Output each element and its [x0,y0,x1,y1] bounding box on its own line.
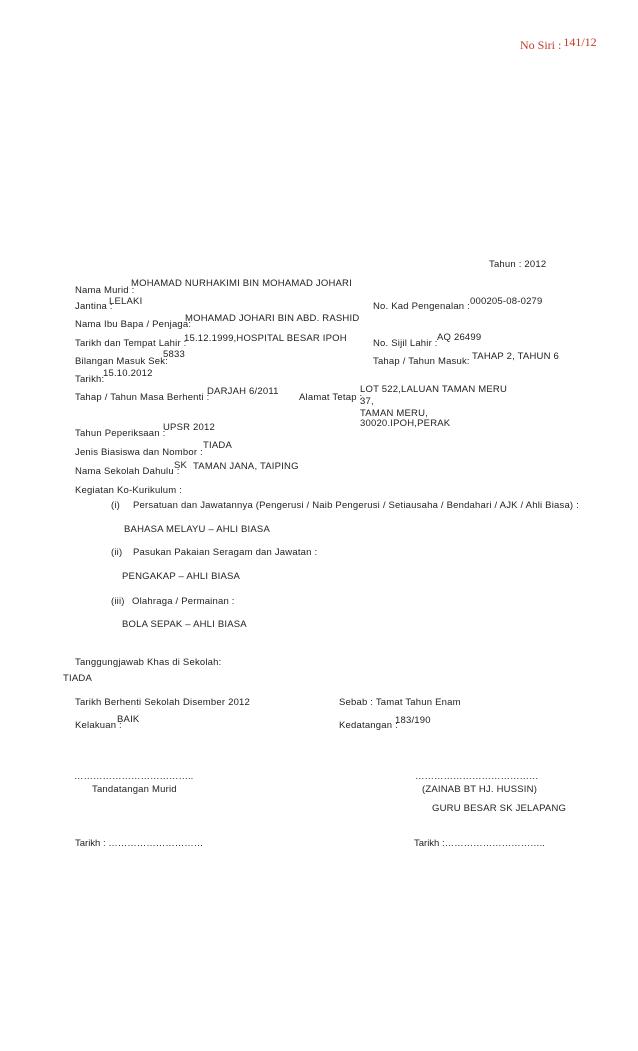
kokurikulum-label: Kegiatan Ko-Kurikulum : [75,485,183,496]
biasiswa-label: Jenis Biasiswa dan Nombor : [75,447,203,458]
tarikh-value: 15.10.2012 [103,368,153,379]
signature-line-murid: ……………………………….. [74,771,194,782]
tarikh-lahir-label: Tarikh dan Tempat Lahir : [75,338,187,349]
tanggungjawab-value: TIADA [63,673,92,684]
tahap-berhenti-label: Tahap / Tahun Masa Berhenti : [75,392,210,403]
tarikh-lahir-value: 15.12.1999,HOSPITAL BESAR IPOH [184,333,347,344]
kokurikulum-item-1-title: Persatuan dan Jawatannya (Pengerusi / Naib Pengerusi / Setiausaha / Bendahari / AJK / Ahli Biasa) : [133,500,579,511]
tahap-masuk-label: Tahap / Tahun Masuk: [373,356,470,367]
year-label: Tahun : 2012 [489,259,547,270]
bilangan-masuk-value: 5833 [163,349,185,360]
alamat-line1: LOT 522,LALUAN TAMAN MERU [360,384,508,395]
tarikh-berhenti-label: Tarikh Berhenti Sekolah : [75,697,186,708]
sebab-text: Sebab : Tamat Tahun Enam [339,697,461,708]
kokurikulum-item-3-value: BOLA SEPAK – AHLI BIASA [122,619,247,630]
tarikh-berhenti-value: Disember 2012 [183,697,251,708]
kokurikulum-item-2-value: PENGAKAP – AHLI BIASA [122,571,241,582]
kedatangan-value: 183/190 [395,715,431,726]
kokurikulum-item-2-title: Pasukan Pakaian Seragam dan Jawatan : [133,547,318,558]
kedatangan-label: Kedatangan : [339,720,398,731]
sekolah-dahulu-value-a: SK [174,460,188,471]
tarikh-label: Tarikh: [75,374,105,385]
headmaster-name: (ZAINAB BT HJ. HUSSIN) [422,784,538,795]
sijil-lahir-value: AQ 26499 [437,332,482,343]
tanggungjawab-label: Tanggungjawab Khas di Sekolah: [75,657,222,668]
headmaster-title: GURU BESAR SK JELAPANG [432,803,567,814]
tahap-berhenti-value: DARJAH 6/2011 [207,386,279,397]
tarikh-line-right: Tarikh :………………………….. [414,838,545,849]
jantina-label: Jantina : [75,301,113,312]
kokurikulum-item-2-num: (ii) [111,547,123,558]
kelakuan-value: BAIK [117,714,140,725]
kokurikulum-item-3-title: Olahraga / Permainan : [132,596,235,607]
kokurikulum-item-1-value: BAHASA MELAYU – AHLI BIASA [124,524,271,535]
signature-murid-label: Tandatangan Murid [92,784,177,795]
nama-murid-value: MOHAMAD NURHAKIMI BIN MOHAMAD JOHARI [131,278,352,289]
nama-murid-label: Nama Murid : [75,285,135,296]
sekolah-dahulu-label: Nama Sekolah Dahulu : [75,466,180,477]
ibu-bapa-label: Nama Ibu Bapa / Penjaga: [75,319,192,330]
sijil-lahir-label: No. Sijil Lahir : [373,338,438,349]
serial-label: No Siri : [520,38,562,52]
peperiksaan-value: UPSR 2012 [163,422,215,433]
biasiswa-value: TIADA [203,440,232,451]
alamat-label: Alamat Tetap : [299,392,363,403]
alamat-line3: TAMAN MERU, [360,408,428,419]
bilangan-masuk-label: Bilangan Masuk Sek: [75,356,169,367]
kad-pengenalan-label: No. Kad Pengenalan : [373,301,470,312]
signature-line-guru: ………………………………… [415,771,539,782]
kokurikulum-item-1-num: (i) [111,500,121,511]
jantina-value: LELAKI [109,296,143,307]
tahap-masuk-value: TAHAP 2, TAHUN 6 [472,351,559,362]
alamat-line2: 37, [360,396,374,407]
kelakuan-label: Kelakuan : [75,720,122,731]
serial-value: 141/12 [563,35,597,49]
peperiksaan-label: Tahun Peperiksaan : [75,428,166,439]
kokurikulum-item-3-num: (iii) [111,596,125,607]
ibu-bapa-value: MOHAMAD JOHARI BIN ABD. RASHID [185,313,360,324]
sekolah-dahulu-value-b: TAMAN JANA, TAIPING [193,461,299,472]
kad-pengenalan-value: 000205-08-0279 [470,296,543,307]
alamat-line4: 30020.IPOH,PERAK [360,418,451,429]
serial-number [520,35,597,53]
tarikh-line-left: Tarikh : ………………………… [75,838,204,849]
